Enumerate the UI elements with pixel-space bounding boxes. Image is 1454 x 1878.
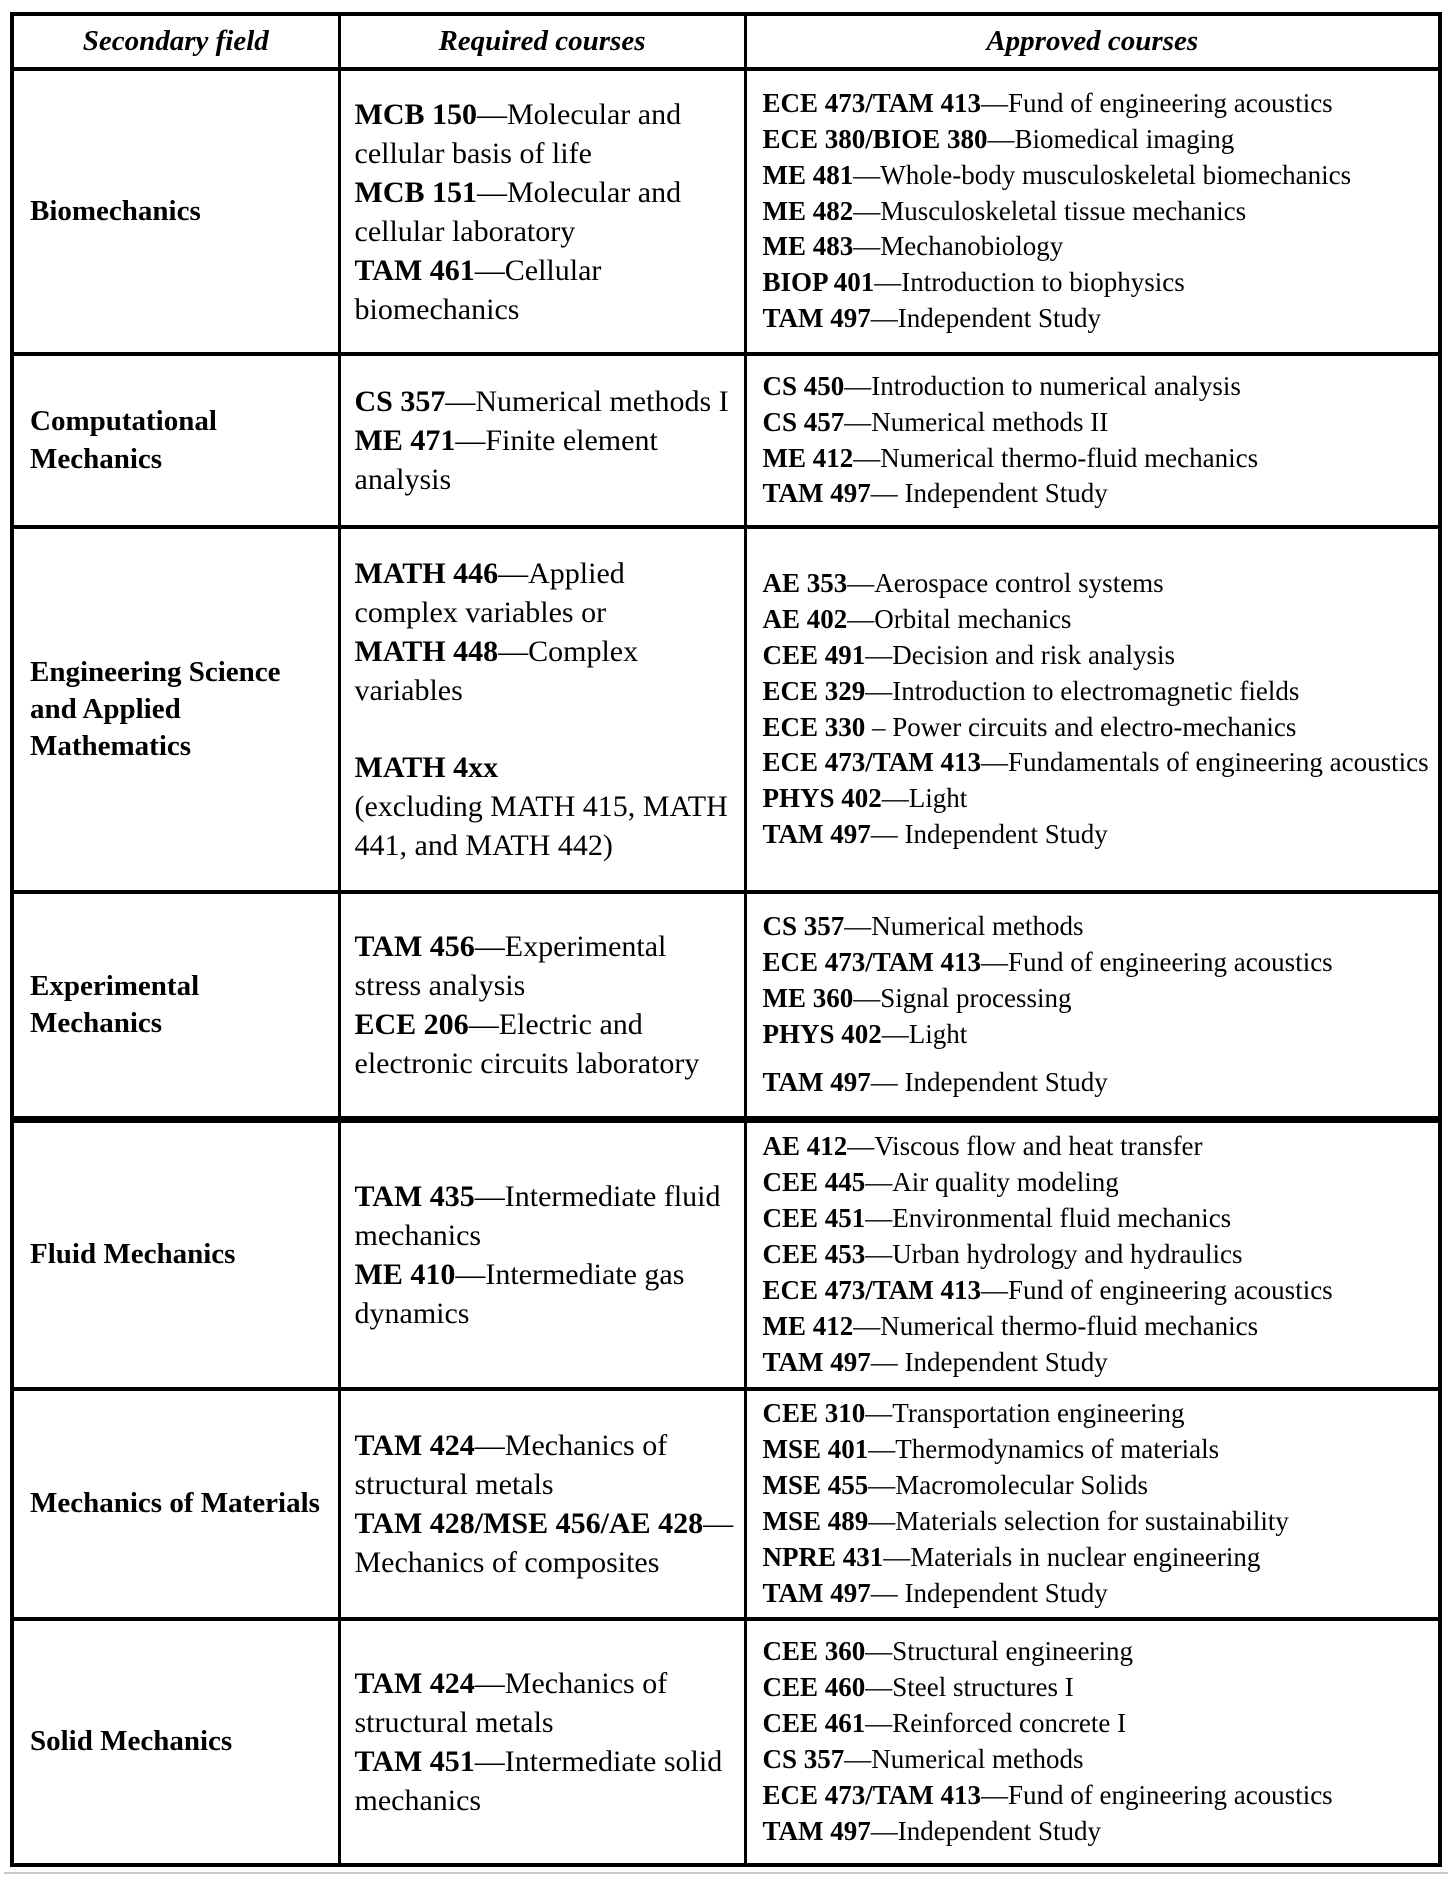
- course-description: —Numerical methods: [844, 910, 1084, 941]
- course-description: —Viscous flow and heat transfer: [847, 1131, 1203, 1162]
- course-description: —Steel structures I: [865, 1672, 1074, 1703]
- required-courses-cell: [339, 1619, 745, 1865]
- course-item: [355, 1005, 736, 1083]
- course-code: AE 412: [762, 1131, 848, 1162]
- course-item: [763, 1504, 1431, 1540]
- required-courses-cell: [339, 527, 745, 892]
- course-code: TAM 497: [762, 1815, 871, 1846]
- course-description: —Reinforced concrete I: [865, 1708, 1127, 1739]
- course-item: [763, 229, 1431, 265]
- required-courses-cell: [339, 1119, 745, 1389]
- course-code: CEE 451: [762, 1202, 866, 1233]
- course-description: —Light: [881, 783, 968, 814]
- course-item: [763, 265, 1431, 301]
- course-item: [763, 909, 1431, 945]
- course-code: ME 482: [762, 195, 854, 226]
- course-item: [763, 1017, 1431, 1053]
- secondary-field-name: Experimental Mechanics: [30, 969, 200, 1039]
- course-item: [763, 1237, 1431, 1273]
- course-item: [763, 301, 1431, 337]
- course-item: [355, 787, 736, 865]
- course-code: ECE 473/TAM 413: [762, 946, 982, 977]
- course-item: [763, 122, 1431, 158]
- course-description: —Musculoskeletal tissue mechanics: [853, 195, 1247, 226]
- course-description: —Experimental stress analysis: [354, 929, 667, 1002]
- course-description: —Materials selection for sustainability: [868, 1506, 1289, 1536]
- course-item: [763, 566, 1431, 602]
- course-code: CEE 460: [762, 1672, 866, 1703]
- course-description: (excluding MATH 415, MATH 441, and MATH 442): [354, 790, 728, 862]
- course-item: [763, 1165, 1431, 1201]
- secondary-field-cell: [12, 527, 339, 892]
- course-description: —Fund of engineering acoustics: [981, 946, 1333, 977]
- course-item: [763, 1742, 1431, 1778]
- course-item: [763, 1634, 1431, 1670]
- secondary-field-name: Mechanics of Materials: [30, 1487, 320, 1520]
- course-code: CEE 310: [762, 1398, 866, 1429]
- course-description: —Thermodynamics of materials: [868, 1434, 1220, 1465]
- course-item: [355, 554, 736, 632]
- course-description: —Intermediate solid mechanics: [354, 1745, 723, 1817]
- course-description: —Complex variables: [354, 635, 639, 707]
- course-description: —Air quality modeling: [865, 1166, 1119, 1197]
- required-courses-cell: [339, 69, 745, 354]
- course-code: ME 481: [762, 159, 854, 190]
- course-code: MCB 151: [354, 175, 477, 209]
- course-description: —Finite element analysis: [354, 424, 658, 496]
- course-description: —Signal processing: [853, 982, 1072, 1013]
- approved-courses-cell: [745, 892, 1440, 1119]
- course-code: MSE 401: [762, 1434, 869, 1465]
- course-code: TAM 497: [762, 478, 871, 509]
- course-item: [763, 1345, 1431, 1381]
- course-code: CEE 360: [762, 1636, 866, 1667]
- column-header-secondary-field: Secondary field: [12, 14, 339, 69]
- course-description: —Biomedical imaging: [987, 123, 1235, 154]
- required-courses-cell: [339, 1389, 745, 1619]
- course-item: [355, 632, 736, 710]
- course-description: —Fund of engineering acoustics: [981, 87, 1333, 118]
- course-code: ME 471: [354, 424, 456, 457]
- course-code: TAM 424: [354, 1429, 475, 1462]
- course-code: ME 412: [762, 1310, 854, 1341]
- course-description: —Orbital mechanics: [847, 603, 1072, 634]
- secondary-field-cell: [12, 1619, 339, 1865]
- course-description: —Numerical methods: [844, 1744, 1084, 1774]
- course-item: [355, 1664, 736, 1742]
- course-description: —Numerical thermo-fluid mechanics: [853, 1310, 1259, 1341]
- course-description: —Introduction to biophysics: [874, 267, 1185, 298]
- course-code: MCB 150: [354, 97, 477, 131]
- course-item: [763, 1706, 1431, 1742]
- course-item: [763, 369, 1431, 405]
- course-description: —Independent Study: [870, 1815, 1101, 1846]
- course-code: CEE 461: [762, 1708, 866, 1739]
- course-description: —Numerical thermo-fluid mechanics: [853, 442, 1259, 473]
- course-item: [763, 674, 1431, 710]
- course-description: —Molecular and cellular basis of life: [354, 97, 682, 170]
- course-description: —Macromolecular Solids: [868, 1470, 1148, 1501]
- table-row: [12, 892, 1440, 1119]
- secondary-field-name: Solid Mechanics: [30, 1725, 233, 1758]
- course-item: [763, 710, 1431, 746]
- course-item: [763, 945, 1431, 981]
- course-description: —Decision and risk analysis: [865, 639, 1175, 670]
- course-description: —Intermediate fluid mechanics: [354, 1179, 721, 1252]
- course-code: CS 357: [354, 385, 446, 418]
- course-description: —Numerical methods II: [844, 406, 1109, 437]
- course-description: —Mechanics of structural metals: [354, 1667, 668, 1739]
- course-item: [763, 1814, 1431, 1850]
- course-item: [355, 1742, 736, 1820]
- course-code: MATH 446: [354, 557, 499, 590]
- course-code: TAM 451: [354, 1745, 475, 1778]
- blank-spacer: [355, 710, 736, 748]
- course-description: — Independent Study: [870, 819, 1108, 850]
- course-item: [763, 817, 1431, 853]
- course-item: [763, 441, 1431, 477]
- course-description: —Light: [881, 1018, 968, 1049]
- secondary-field-cell: [12, 69, 339, 354]
- course-description: — Mechanics of composites: [354, 1507, 734, 1579]
- course-item: [763, 194, 1431, 230]
- course-item: [763, 1129, 1431, 1165]
- course-description: —Urban hydrology and hydraulics: [865, 1238, 1243, 1269]
- course-description: —Environmental fluid mechanics: [865, 1202, 1232, 1233]
- course-description: —Fundamentals of engineering acoustics: [981, 747, 1429, 778]
- course-description: —Fund of engineering acoustics: [981, 1274, 1333, 1305]
- course-item: [763, 405, 1431, 441]
- course-item: [355, 1426, 736, 1504]
- course-code: ECE 206: [354, 1007, 469, 1041]
- course-item: [763, 1309, 1431, 1345]
- course-code: MSE 455: [762, 1470, 869, 1501]
- table-row: [12, 1389, 1440, 1619]
- course-item: [763, 638, 1431, 674]
- course-description: — Independent Study: [870, 478, 1108, 509]
- required-courses-cell: [339, 354, 745, 527]
- course-code: CEE 491: [762, 639, 866, 670]
- course-item: [763, 1065, 1431, 1101]
- course-item: [763, 1468, 1431, 1504]
- course-code: TAM 497: [762, 303, 871, 334]
- course-description: —Cellular biomechanics: [354, 253, 602, 326]
- secondary-field-name: Computational Mechanics: [30, 405, 217, 475]
- course-code: ECE 473/TAM 413: [762, 87, 982, 118]
- table-row: [12, 354, 1440, 527]
- course-code: TAM 424: [354, 1667, 475, 1700]
- course-item: [763, 476, 1431, 512]
- course-description: —Whole-body musculoskeletal biomechanics: [853, 159, 1352, 190]
- course-code: ME 360: [762, 982, 854, 1013]
- course-item: [763, 1396, 1431, 1432]
- course-code: CS 357: [762, 1744, 845, 1774]
- course-item: [763, 1670, 1431, 1706]
- course-item: [763, 781, 1431, 817]
- course-table-body: [12, 69, 1440, 1865]
- course-description: —Mechanics of structural metals: [354, 1429, 668, 1501]
- course-description: —Intermediate gas dynamics: [354, 1257, 685, 1330]
- course-code: CS 357: [762, 910, 845, 941]
- course-code: CEE 445: [762, 1166, 866, 1197]
- column-header-approved-courses: Approved courses: [745, 14, 1440, 69]
- course-item: [355, 382, 736, 421]
- course-description: —Aerospace control systems: [847, 567, 1164, 598]
- course-item: [355, 1177, 736, 1255]
- course-code: ECE 329: [762, 675, 866, 706]
- approved-courses-cell: [745, 1619, 1440, 1865]
- required-courses-cell: [339, 892, 745, 1119]
- course-code: CEE 453: [762, 1238, 866, 1269]
- course-description: —Materials in nuclear engineering: [883, 1541, 1261, 1572]
- course-code: AE 402: [762, 603, 848, 634]
- approved-courses-cell: [745, 354, 1440, 527]
- course-code: MSE 489: [762, 1506, 869, 1536]
- course-item: [763, 1778, 1431, 1814]
- course-code: TAM 497: [762, 1066, 871, 1097]
- secondary-field-cell: [12, 892, 339, 1119]
- course-description: —Numerical methods I: [445, 385, 729, 418]
- course-code: PHYS 402: [762, 1018, 882, 1049]
- table-row: [12, 527, 1440, 892]
- course-item: [763, 1201, 1431, 1237]
- course-code: PHYS 402: [762, 783, 882, 814]
- course-item: [763, 1273, 1431, 1309]
- course-code: TAM 497: [762, 1577, 871, 1608]
- course-item: [763, 602, 1431, 638]
- course-description: —Fund of engineering acoustics: [981, 1779, 1333, 1810]
- secondary-field-name: Engineering Science and Applied Mathematics: [30, 655, 281, 763]
- approved-courses-cell: [745, 69, 1440, 354]
- course-code: TAM 497: [762, 1346, 871, 1377]
- course-code: ECE 473/TAM 413: [762, 1274, 982, 1305]
- course-item: [355, 1255, 736, 1333]
- course-code: AE 353: [762, 567, 848, 598]
- course-code: MATH 4xx: [354, 751, 499, 784]
- secondary-field-name: Fluid Mechanics: [30, 1238, 236, 1271]
- course-code: NPRE 431: [762, 1541, 884, 1572]
- course-description: —Electric and electronic circuits laboratory: [354, 1007, 700, 1080]
- course-description: —Molecular and cellular laboratory: [354, 175, 682, 248]
- course-description: —Transportation engineering: [865, 1398, 1185, 1429]
- course-description: —Introduction to numerical analysis: [844, 370, 1241, 401]
- course-item: [763, 981, 1431, 1017]
- course-description: — Independent Study: [870, 1577, 1108, 1608]
- secondary-field-name: Biomechanics: [30, 194, 201, 227]
- course-code: TAM 456: [354, 929, 475, 963]
- course-code: ME 410: [354, 1257, 456, 1291]
- course-code: ECE 473/TAM 413: [762, 1779, 982, 1810]
- course-code: ECE 473/TAM 413: [762, 747, 982, 778]
- approved-courses-cell: [745, 527, 1440, 892]
- course-description: —Introduction to electromagnetic fields: [865, 675, 1300, 706]
- course-item: [763, 1540, 1431, 1576]
- course-code: ECE 380/BIOE 380: [762, 123, 988, 154]
- secondary-field-cell: [12, 1119, 339, 1389]
- course-item: [355, 251, 736, 329]
- course-description: —Applied complex variables or: [354, 557, 625, 629]
- blank-spacer: [763, 1053, 1431, 1065]
- course-code: BIOP 401: [762, 267, 875, 298]
- course-item: [355, 95, 736, 173]
- secondary-field-cell: [12, 354, 339, 527]
- course-code: ME 412: [762, 442, 854, 473]
- secondary-fields-table: [10, 12, 1442, 1867]
- course-item: [763, 158, 1431, 194]
- course-item: [355, 748, 736, 787]
- table-row: [12, 1619, 1440, 1865]
- course-item: [355, 927, 736, 1005]
- course-code: TAM 435: [354, 1179, 475, 1213]
- course-item: [763, 86, 1431, 122]
- table-row: [12, 1119, 1440, 1389]
- course-description: – Power circuits and electro-mechanics: [865, 711, 1297, 742]
- course-item: [763, 1432, 1431, 1468]
- approved-courses-cell: [745, 1119, 1440, 1389]
- course-code: CS 450: [762, 370, 845, 401]
- course-code: ECE 330: [762, 711, 866, 742]
- course-description: —Structural engineering: [865, 1636, 1133, 1667]
- course-code: CS 457: [762, 406, 845, 437]
- course-description: — Independent Study: [870, 1346, 1108, 1377]
- course-code: TAM 461: [354, 253, 475, 287]
- table-row: [12, 69, 1440, 354]
- course-code: TAM 428/MSE 456/AE 428: [354, 1507, 704, 1540]
- approved-courses-cell: [745, 1389, 1440, 1619]
- course-code: MATH 448: [354, 635, 499, 668]
- course-item: [355, 1504, 736, 1582]
- course-item: [763, 745, 1431, 781]
- column-header-required-courses: Required courses: [339, 14, 745, 69]
- table-header-row: [12, 14, 1440, 69]
- course-description: — Independent Study: [870, 1066, 1108, 1097]
- course-code: ME 483: [762, 231, 854, 262]
- scan-artifact-line: [4, 1872, 1448, 1874]
- course-code: TAM 497: [762, 819, 871, 850]
- course-item: [355, 421, 736, 499]
- course-item: [355, 173, 736, 251]
- course-description: —Independent Study: [870, 303, 1101, 334]
- secondary-field-cell: [12, 1389, 339, 1619]
- course-description: —Mechanobiology: [853, 231, 1064, 262]
- course-item: [763, 1576, 1431, 1612]
